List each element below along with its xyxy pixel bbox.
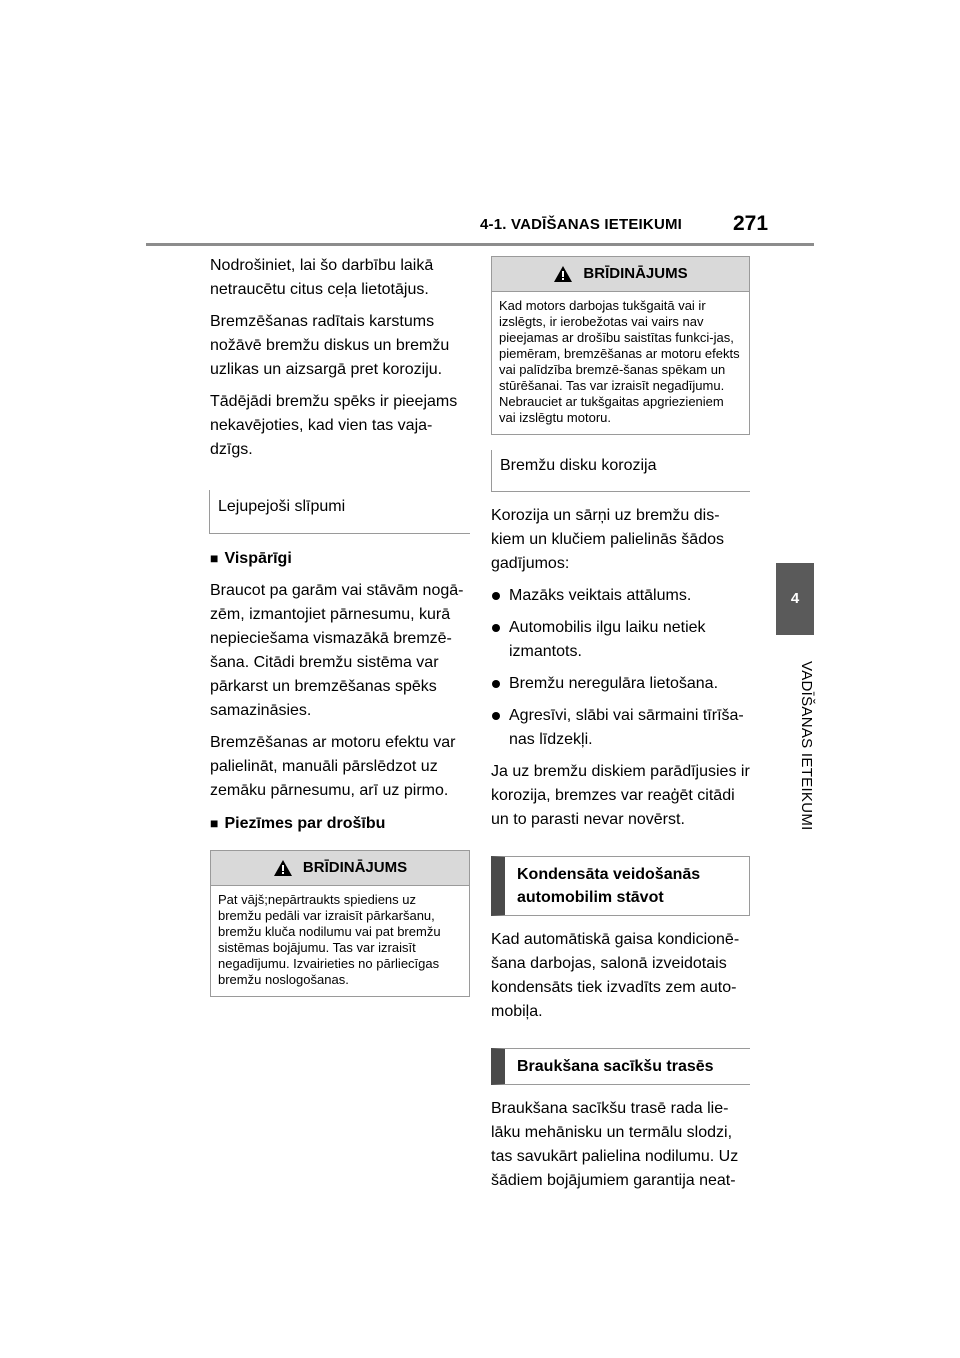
warning-header (492, 257, 749, 292)
list-item (491, 704, 750, 752)
header-rule (146, 243, 814, 246)
list-item-text: Bremžu neregulāra lietošana. (509, 675, 719, 692)
subheading-label: Vispārīgi (224, 550, 292, 567)
paragraph: Ja uz bremžu diskiem parādījusies ir korozija, bremzes var reaģēt citādi un to parasti nevar novērst. (491, 763, 750, 828)
warning-triangle-icon (553, 265, 573, 283)
subheading-label: Piezīmes par drošību (224, 815, 386, 832)
subheading (210, 811, 470, 836)
paragraph: Korozija un sārņi uz bremžu dis-kiem un klučiem palielinās šādos gadījumos: (491, 507, 724, 572)
warning-title: BRĪDINĀJUMS (302, 859, 408, 876)
page-number: 271 (733, 212, 769, 235)
list-item (491, 616, 750, 664)
section-heading (491, 856, 750, 916)
bullet-icon (492, 680, 500, 688)
warning-triangle-icon (273, 859, 293, 877)
warning-box (491, 256, 750, 435)
bullet-icon (492, 712, 500, 720)
paragraph: Kad automātiskā gaisa kondicionē-šana darbojas, salonā izveidotais kondensāts tiek izvadīts zem auto-mobiļa. (491, 931, 740, 1020)
paragraph: Braukšana sacīkšu trasē rada lie-lāku mehānisku un termālu slodzi, tas savukārt palielina nodilumu. Uz šādiem bojājumiem garantija neat- (491, 1100, 739, 1189)
section-heading-label: Bremžu disku korozija (500, 457, 657, 474)
list-item-text: Automobilis ilgu laiku netiek izmantots. (509, 619, 706, 660)
warning-header (211, 851, 469, 886)
section-heading (491, 450, 750, 492)
subheading (210, 546, 470, 571)
list-item-text: Mazāks veiktais attālums. (509, 587, 692, 604)
section-heading-label: Kondensāta veidošanās automobilim stāvot (517, 866, 701, 906)
chapter-number: 4 (790, 590, 800, 607)
section-heading-label: Lejupejoši slīpumi (218, 498, 346, 515)
list-item (491, 584, 750, 608)
chapter-tab (776, 563, 814, 635)
list-item (491, 672, 750, 696)
list-item-text: Agresīvi, slābi vai sārmaini tīrīša-nas līdzekļi. (509, 707, 744, 748)
bullet-icon (492, 592, 500, 600)
left-column (210, 254, 470, 997)
section-title: 4-1. VADĪŠANAS IETEIKUMI (480, 216, 683, 233)
paragraph: Bremzēšanas radītais karstums nožāvē bremžu diskus un bremžu uzlikas un aizsargā pret koroziju. (210, 313, 450, 378)
square-bullet-icon: ■ (210, 550, 219, 566)
warning-title: BRĪDINĀJUMS (583, 265, 688, 282)
chapter-title: VADĪŠANAS IETEIKUMI (798, 661, 815, 831)
square-bullet-icon: ■ (210, 815, 219, 831)
warning-text: Pat vājš;nepārtraukts spiediens uz bremžu pedāli var izraisīt pārkaršanu, bremžu kluča nodilumu vai pat bremžu sistēmas bojājumu. Tas var izraisīt negadījumu. Izvairieties no pārliecīgas bremžu noslogošanas. (218, 892, 441, 987)
section-heading-label: Braukšana sacīkšu trasēs (517, 1058, 714, 1075)
bullet-icon (492, 624, 500, 632)
paragraph: Tādējādi bremžu spēks ir pieejams nekavējoties, kad vien tas vaja-dzīgs. (210, 393, 458, 458)
paragraph: Braucot pa garām vai stāvām nogā-zēm, izmantojiet pārnesumu, kurā nepieciešama vismazākā bremzē-šana. Citādi bremžu sistēma var pārkarst un bremzēšanas spēks samazināsies. (210, 582, 464, 719)
section-heading (209, 490, 470, 534)
right-column (491, 256, 750, 1201)
paragraph: Nodrošiniet, lai šo darbību laikā netraucētu citus ceļa lietotājus. (210, 257, 434, 298)
paragraph: Bremzēšanas ar motoru efektu var palielināt, manuāli pārslēdzot uz zemāku pārnesumu, arī uz pirmo. (210, 734, 456, 799)
warning-box (210, 850, 470, 997)
section-heading (491, 1048, 750, 1085)
warning-text: Kad motors darbojas tukšgaitā vai ir izslēgts, ir ierobežotas vai vairs nav pieejamas ar drošību saistītas funkci-jas, piemēram, bremzēšanas ar motoru efekts vai palīdzība bremzē-šanas spēkam un stūrēšanai. Tas var izraisīt negadījumu. Nebrauciet ar tukšgaitas apgriezieniem vai izslēgtu motoru. (499, 298, 740, 425)
